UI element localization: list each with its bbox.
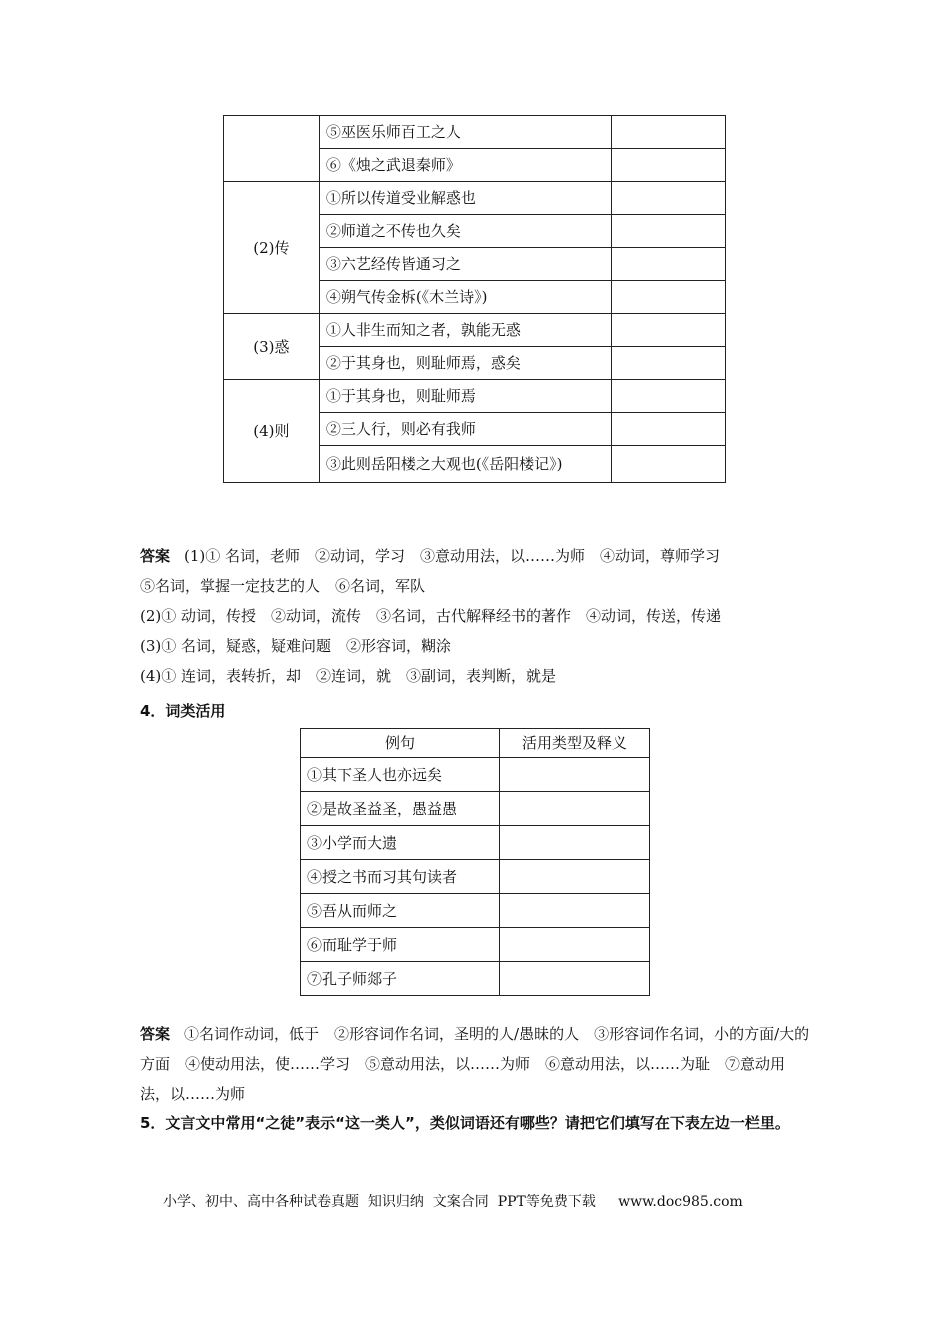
example-cell: ③小学而大遗 <box>301 826 500 860</box>
answer-cell[interactable] <box>611 413 725 446</box>
sentence-cell: ②于其身也，则耻师焉，惑矣 <box>319 347 611 380</box>
answer-line: ⑤名词，掌握一定技艺的人 ⑥名词，军队 <box>140 577 426 595</box>
answer-cell[interactable] <box>500 758 650 792</box>
sentence-cell: ①所以传道受业解惑也 <box>319 182 611 215</box>
answer-block-2 <box>140 1019 812 1109</box>
answer-cell[interactable] <box>611 215 725 248</box>
answer-block-1 <box>140 541 812 691</box>
sentence-cell: ②师道之不传也久矣 <box>319 215 611 248</box>
sentence-cell: ②三人行，则必有我师 <box>319 413 611 446</box>
answer-cell[interactable] <box>611 116 725 149</box>
column-header: 活用类型及释义 <box>500 729 650 758</box>
answer-cell[interactable] <box>611 281 725 314</box>
example-cell: ④授之书而习其句读者 <box>301 860 500 894</box>
sentence-cell: ④朔气传金柝(《木兰诗》) <box>319 281 611 314</box>
word-class-table <box>300 728 650 996</box>
answer-cell[interactable] <box>611 380 725 413</box>
answer-cell[interactable] <box>611 248 725 281</box>
example-cell: ②是故圣益圣，愚益愚 <box>301 792 500 826</box>
footer-text: 小学、初中、高中各种试卷真题 知识归纳 文案合同 PPT等免费下载 www.doc985.com <box>163 1194 743 1210</box>
answer-cell[interactable] <box>611 149 725 182</box>
answer-cell[interactable] <box>500 894 650 928</box>
answer-cell[interactable] <box>500 860 650 894</box>
answer-cell[interactable] <box>611 182 725 215</box>
answer-text: ①名词作动词，低于 ②形容词作名词，圣明的人/愚昧的人 ③形容词作名词，小的方面/大的方面 ④使动用法，使……学习 ⑤意动用法，以……为师 ⑥意动用法，以……为耻 ⑦意动用法，以……为师 <box>140 1025 810 1103</box>
example-cell: ⑤吾从而师之 <box>301 894 500 928</box>
section-title-4: 4．词类活用 <box>140 702 226 720</box>
sentence-cell: ③六艺经传皆通习之 <box>319 248 611 281</box>
column-header: 例句 <box>301 729 500 758</box>
answer-line: (2)① 动词，传授 ②动词，流传 ③名词，古代解释经书的著作 ④动词，传送，传递 <box>140 607 722 625</box>
group-cell: (3)惑 <box>224 314 320 380</box>
example-cell: ①其下圣人也亦远矣 <box>301 758 500 792</box>
sentence-cell: ⑤巫医乐师百工之人 <box>319 116 611 149</box>
answer-label: 答案 <box>140 547 171 565</box>
answer-line: (4)① 连词，表转折，却 ②连词，就 ③副词，表判断，就是 <box>140 667 557 685</box>
answer-cell[interactable] <box>500 792 650 826</box>
answer-line: 答案 (1)① 名词，老师 ②动词，学习 ③意动用法，以……为师 ④动词，尊师学习 <box>140 547 721 565</box>
answer-label: 答案 <box>140 1025 171 1043</box>
group-cell <box>224 116 320 182</box>
answer-line: (3)① 名词，疑惑，疑难问题 ②形容词，糊涂 <box>140 637 452 655</box>
answer-cell[interactable] <box>611 314 725 347</box>
word-meaning-table <box>223 115 726 483</box>
sentence-cell: ⑥《烛之武退秦师》 <box>319 149 611 182</box>
answer-cell[interactable] <box>500 928 650 962</box>
answer-cell[interactable] <box>500 962 650 996</box>
example-cell: ⑦孔子师郯子 <box>301 962 500 996</box>
section-5-question: 5．文言文中常用“之徒”表示“这一类人”，类似词语还有哪些？请把它们填写在下表左边一栏里。 <box>140 1114 790 1132</box>
answer-cell[interactable] <box>611 347 725 380</box>
sentence-cell: ①于其身也，则耻师焉 <box>319 380 611 413</box>
example-cell: ⑥而耻学于师 <box>301 928 500 962</box>
sentence-cell: ①人非生而知之者，孰能无惑 <box>319 314 611 347</box>
sentence-cell: ③此则岳阳楼之大观也(《岳阳楼记》) <box>319 446 611 483</box>
answer-cell[interactable] <box>500 826 650 860</box>
group-cell: (4)则 <box>224 380 320 483</box>
group-cell: (2)传 <box>224 182 320 314</box>
answer-cell[interactable] <box>611 446 725 483</box>
